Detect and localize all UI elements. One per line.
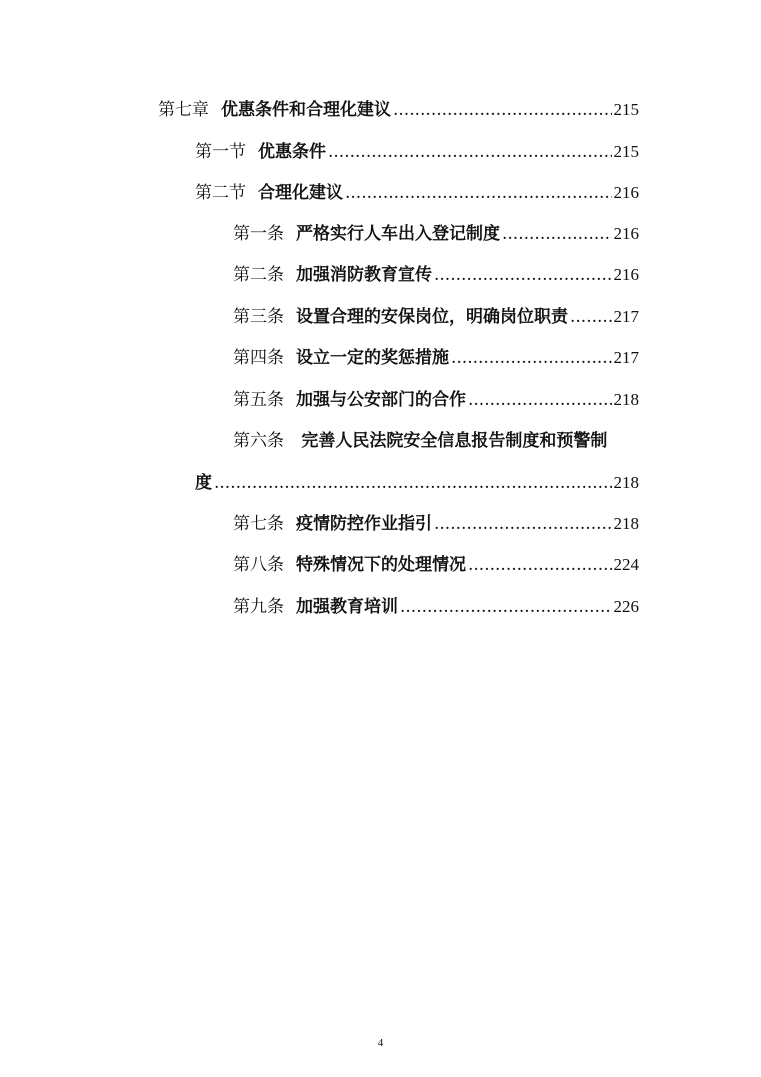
toc-entry-title: 优惠条件和合理化建议 [221,100,391,120]
toc-leader-dots [570,304,612,330]
toc-entry-title: 加强与公安部门的合作 [296,390,466,410]
toc-leader-dots [400,594,612,620]
toc-entry-prefix: 第二条 [233,265,284,285]
toc-entry-page: 218 [613,390,639,409]
toc-entry-prefix: 第二节 [195,183,246,203]
toc-entry-article-5[interactable] [233,387,639,413]
toc-entry-page: 218 [613,514,639,533]
toc-entry-title: 疫情防控作业指引 [296,514,432,534]
toc-entry-page: 217 [613,307,639,326]
page-number: 4 [377,1037,384,1049]
toc-leader-dots [214,470,612,496]
toc-entry-page: 216 [613,183,639,202]
toc-entry-title: 加强消防教育宣传 [296,265,432,285]
toc-entry-page: 224 [613,555,639,574]
toc-entry-title: 设置合理的安保岗位，明确岗位职责 [296,307,568,327]
toc-entry-page: 216 [613,224,639,243]
toc-entry-title: 优惠条件 [258,142,326,162]
toc-entry-title: 完善人民法院安全信息报告制度和预警制 [301,431,608,451]
toc-entry-article-4[interactable] [233,345,639,371]
toc-entry-page: 215 [613,100,639,119]
toc-entry-prefix: 第七章 [158,100,209,120]
toc-entry-article-6-first-line[interactable] [233,428,607,454]
toc-leader-dots [451,345,612,371]
toc-entry-prefix: 第七条 [233,514,284,534]
toc-entry-title-continuation: 度 [195,473,212,493]
toc-entry-article-3[interactable] [233,304,639,330]
toc-entry-article-2[interactable] [233,262,639,288]
toc-entry-article-8[interactable] [233,552,639,578]
toc-entry-prefix: 第六条 [233,431,284,451]
toc-entry-prefix: 第三条 [233,307,284,327]
toc-entry-prefix: 第九条 [233,597,284,617]
toc-entry-prefix: 第五条 [233,390,284,410]
toc-leader-dots [468,387,612,413]
toc-entry-title: 严格实行人车出入登记制度 [296,224,500,244]
toc-entry-article-9[interactable] [233,594,639,620]
toc-entry-page: 215 [613,142,639,161]
toc-entry-section-1[interactable] [195,139,639,165]
toc-leader-dots [502,221,612,247]
toc-entry-article-6-continuation[interactable] [195,470,639,496]
toc-entry-page: 218 [613,473,639,492]
toc-leader-dots [328,139,612,165]
toc-leader-dots [434,511,612,537]
toc-entry-article-7[interactable] [233,511,639,537]
toc-entry-section-2[interactable] [195,180,639,206]
toc-entry-title: 设立一定的奖惩措施 [296,348,449,368]
toc-leader-dots [468,552,612,578]
toc-entry-title: 特殊情况下的处理情况 [296,555,466,575]
toc-entry-prefix: 第一条 [233,224,284,244]
toc-entry-chapter-7[interactable] [158,97,639,123]
toc-entry-page: 216 [613,265,639,284]
toc-entry-prefix: 第一节 [195,142,246,162]
toc-entry-prefix: 第八条 [233,555,284,575]
toc-entry-title: 加强教育培训 [296,597,398,617]
toc-leader-dots [434,262,612,288]
toc-leader-dots [393,97,612,123]
toc-entry-title: 合理化建议 [258,183,343,203]
toc-entry-page: 217 [613,348,639,367]
toc-entry-prefix: 第四条 [233,348,284,368]
toc-entry-page: 226 [613,597,639,616]
toc-leader-dots [345,180,612,206]
toc-entry-article-1[interactable] [233,221,639,247]
